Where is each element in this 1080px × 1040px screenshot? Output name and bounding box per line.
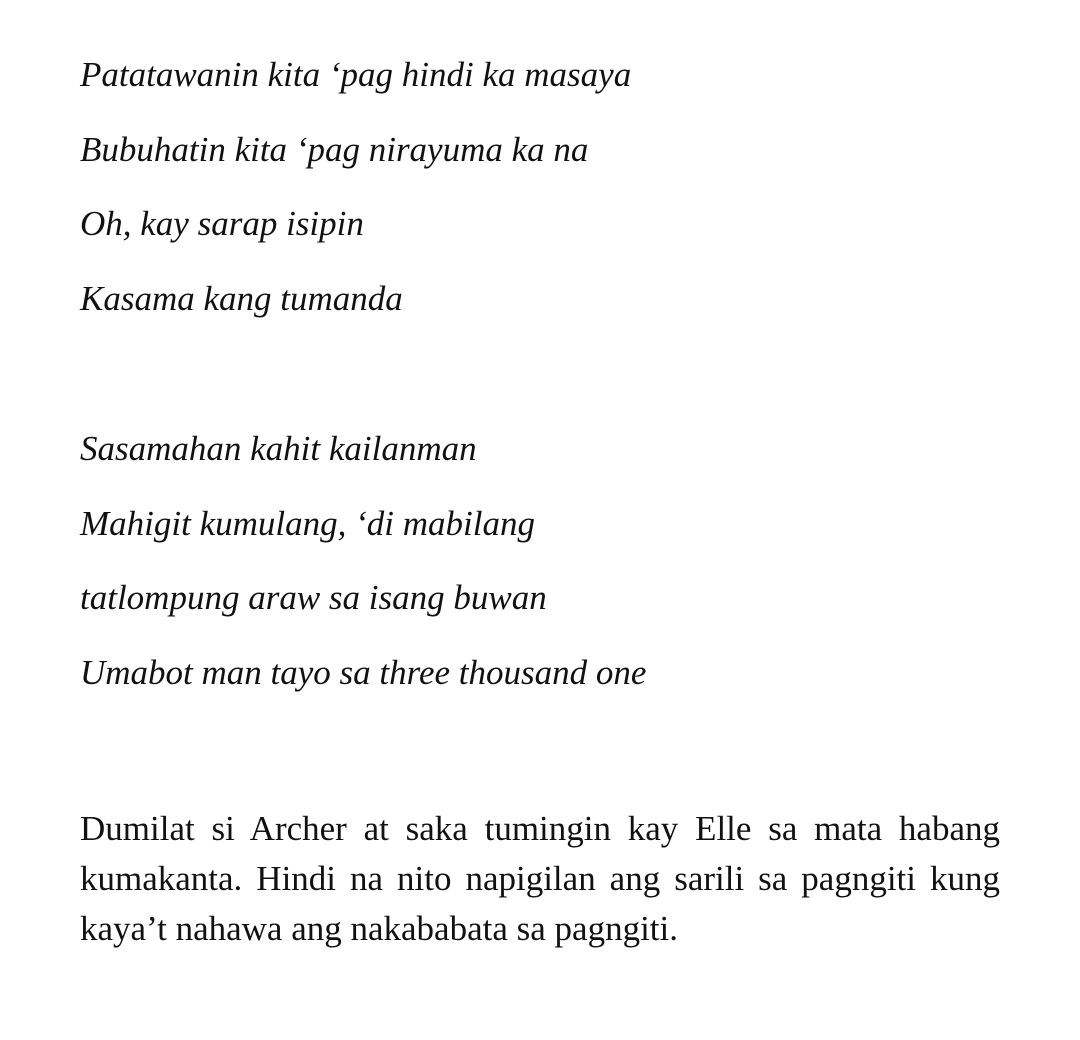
document-page (80, 0, 1000, 1040)
lyric-stanza-1 (80, 56, 1000, 355)
lyric-line: tatlompung araw sa isang buwan (80, 578, 547, 618)
lyric-line: Bubuhatin kita ‘pag nirayuma ka na (80, 129, 589, 169)
lyric-line: Oh, kay sarap isipin (80, 204, 364, 244)
lyric-line: Sasamahan kahit kailanman (80, 429, 477, 468)
lyric-line: Umabot man tayo sa three thousand one (80, 653, 647, 693)
narrative-paragraph: Dumilat si Archer at saka tumingin kay Elle sa mata habang kumakanta. Hindi na nito napigilan ang sarili sa pagngiti kung kaya’t nahawa ang nakababata sa pagngiti. (80, 809, 1000, 948)
lyric-line: Kasama kang tumanda (80, 279, 403, 319)
lyric-line: Mahigit kumulang, ‘di mabilang (80, 503, 535, 543)
lyric-stanza-2 (80, 430, 1000, 729)
lyric-line: Patatawanin kita ‘pag hindi ka masaya (80, 55, 632, 94)
